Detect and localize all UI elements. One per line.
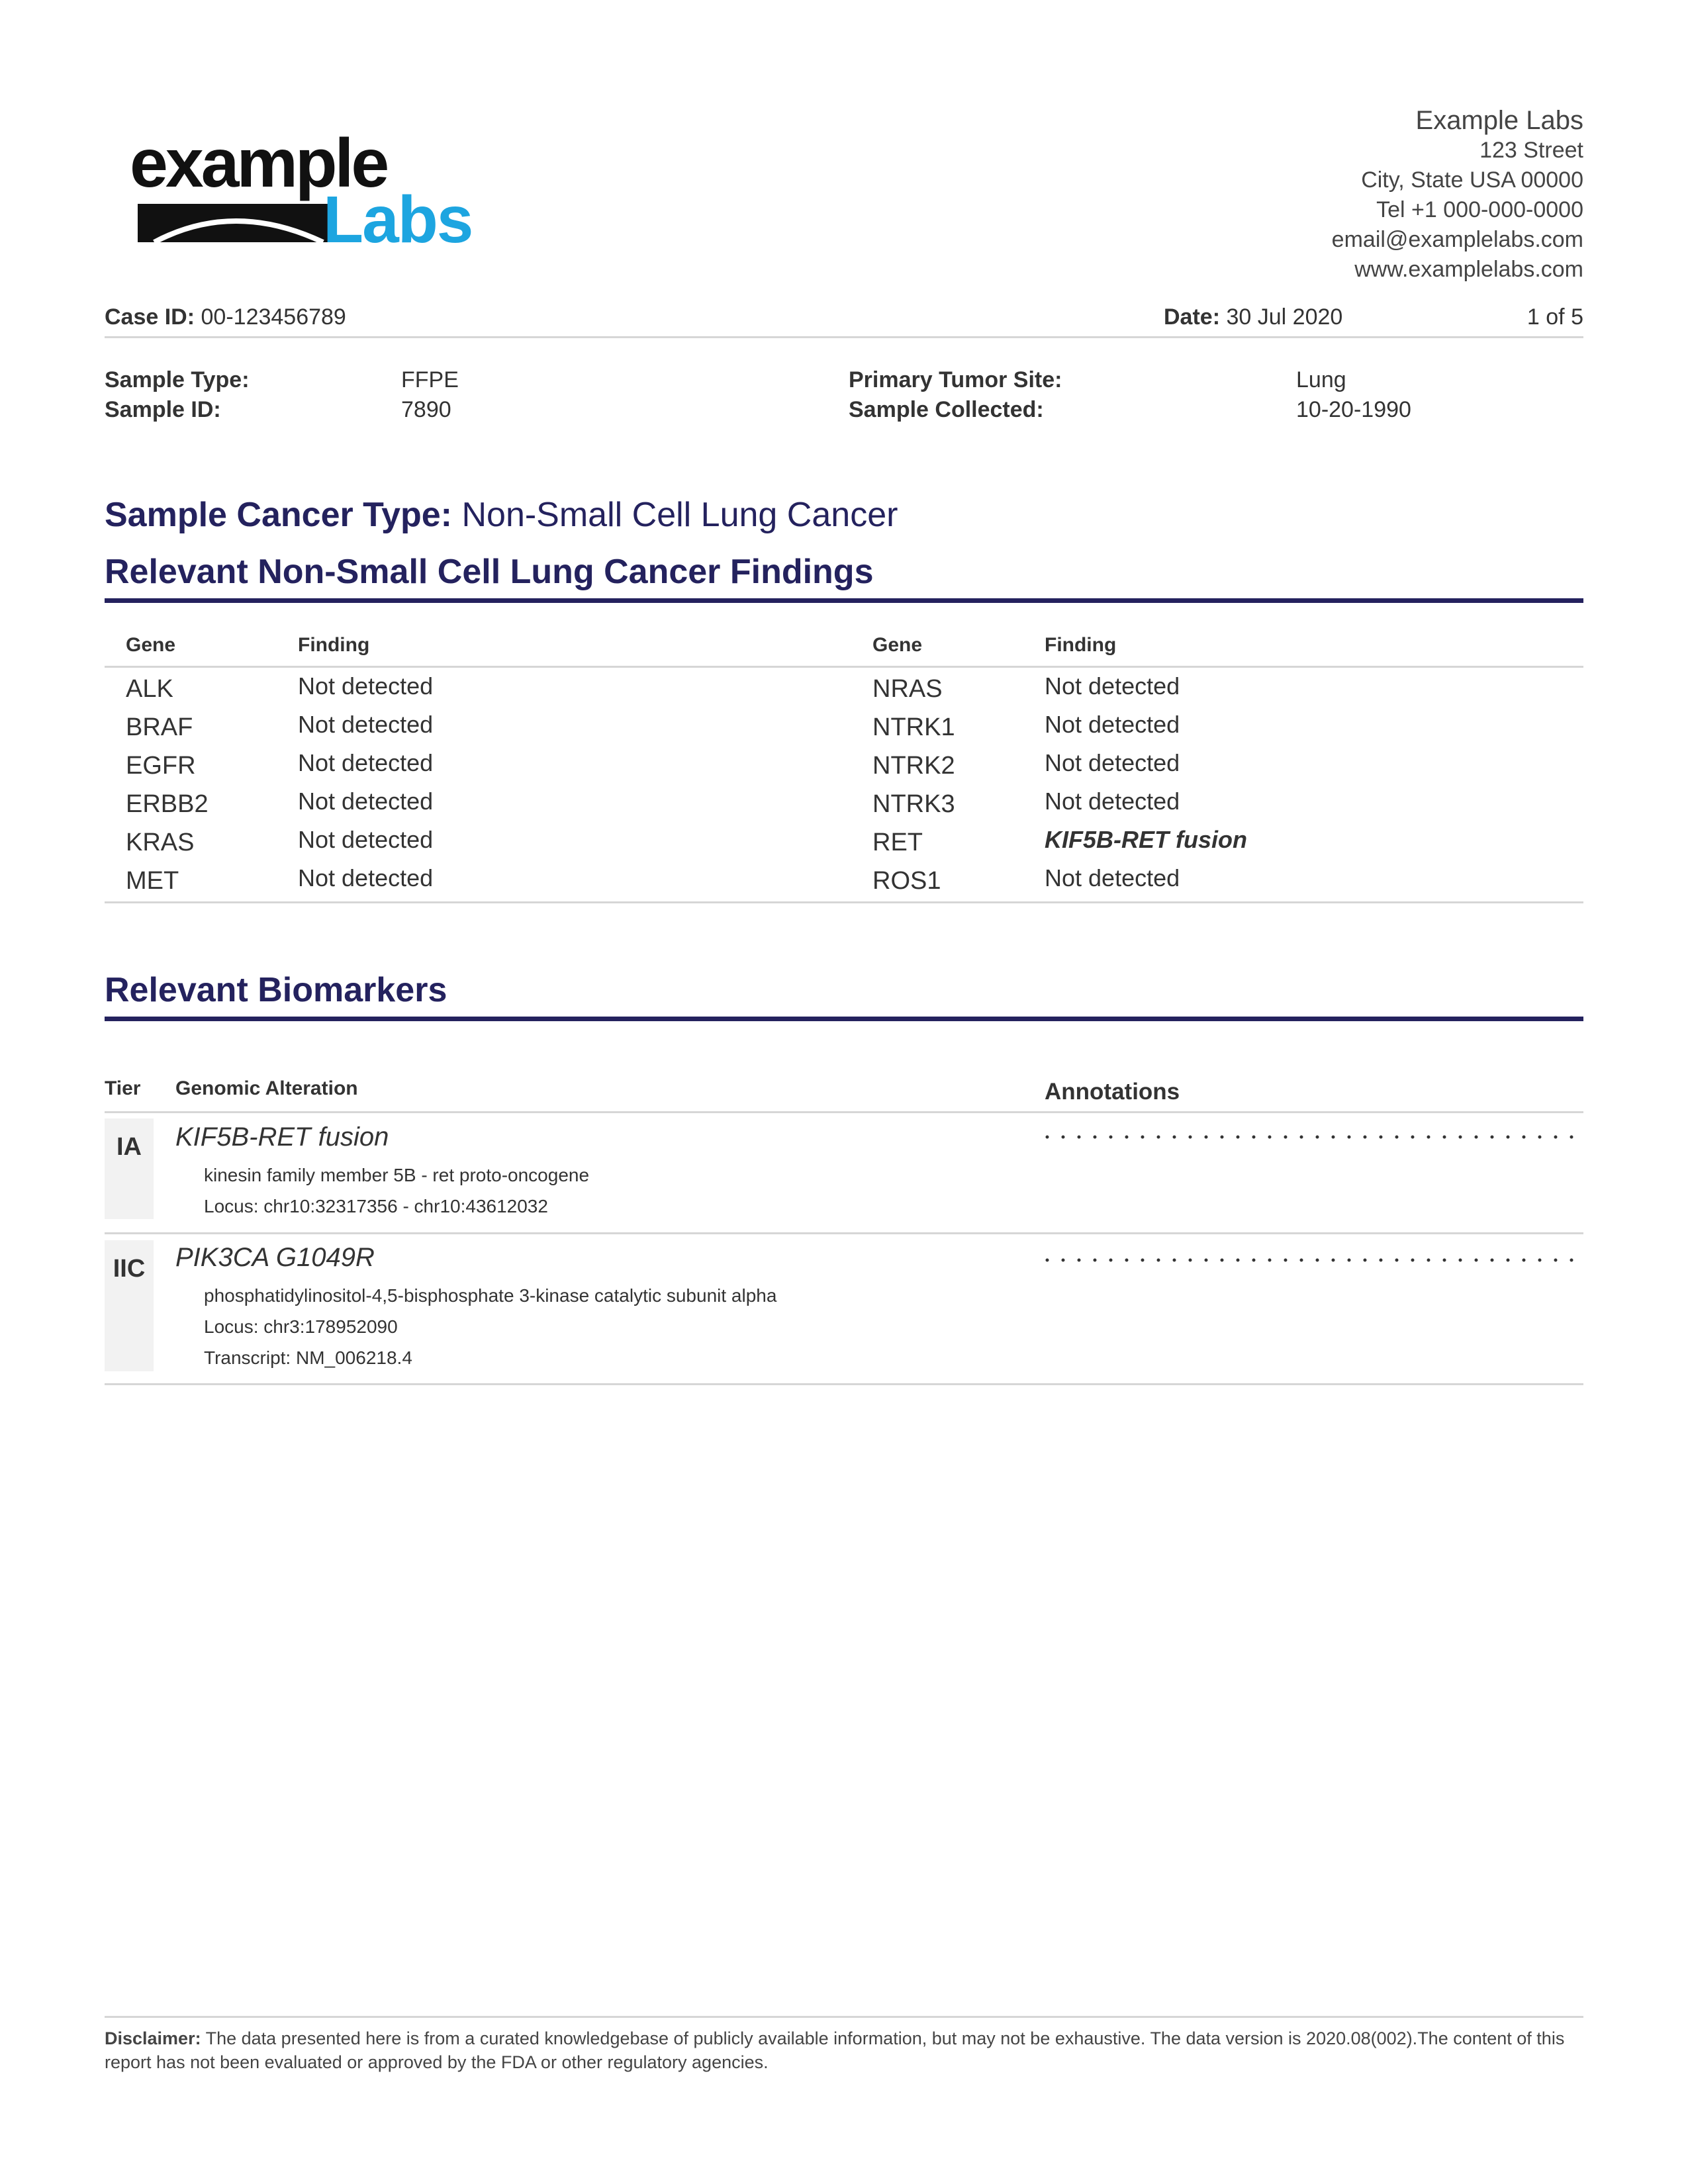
gene-finding: Not detected [298,788,434,815]
disclaimer-text: The data presented here is from a curated knowledgebase of publicly available information, but may not be exhaustive. The data version is 2020.08(002).The content of this report has not been evaluated or approved by the FDA or other regulatory agencies. [105,2028,1565,2072]
cancer-type-value: Non-Small Cell Lung Cancer [461,496,898,534]
gene-name: MET [126,867,179,895]
logo-word-labs: Labs [323,183,473,251]
lab-city: City, State USA 00000 [1361,167,1583,193]
annotation-dots [1045,1247,1587,1273]
findings-col-finding-right: Finding [1045,634,1117,656]
case-id-value: 00-123456789 [201,304,346,330]
gene-finding: Not detected [298,864,434,891]
footer-divider [105,2016,1583,2018]
sample-collected-label: Sample Collected: [849,397,1044,422]
cancer-type-label: Sample Cancer Type: [105,496,453,534]
finding-row [0,670,1688,708]
gene-name: BRAF [126,713,193,741]
lab-email[interactable]: email@examplelabs.com [1331,227,1583,252]
biomarkers-col-tier: Tier [105,1077,141,1099]
lab-tel: Tel +1 000-000-0000 [1376,197,1583,222]
alteration-details [204,1280,776,1373]
disclaimer-label: Disclaimer: [105,2028,201,2048]
finding-row [0,785,1688,823]
alteration-name[interactable]: PIK3CA G1049R [175,1243,375,1272]
biomarkers-header-rule [105,1111,1583,1113]
sample-id-label: Sample ID: [105,397,221,422]
gene-finding: Not detected [298,826,434,853]
lab-website[interactable]: www.examplelabs.com [1354,257,1583,282]
finding-row [0,823,1688,862]
logo-word-example: example [130,126,387,202]
gene-name: NRAS [872,675,943,703]
annotation-dots [1045,1124,1587,1150]
biomarkers-section-title: Relevant Biomarkers [105,971,447,1009]
gene-finding: KIF5B-RET fusion [1045,826,1247,853]
alteration-transcript: Transcript: NM_006218.4 [204,1347,412,1368]
findings-col-finding-left: Finding [298,634,370,656]
findings-col-gene-left: Gene [126,634,176,656]
report-date-label: Date: [1164,304,1221,330]
finding-row [0,747,1688,785]
biomarkers-bottom-rule [105,1383,1583,1385]
lab-name: Example Labs [1415,106,1583,135]
gene-finding: Not detected [1045,788,1180,815]
sample-type-label: Sample Type: [105,367,250,392]
alteration-locus: Locus: chr10:32317356 - chr10:43612032 [204,1196,548,1216]
gene-finding: Not detected [1045,672,1180,700]
report-date-value: 30 Jul 2020 [1226,304,1343,330]
sample-values-left [401,365,459,425]
findings-bottom-rule [105,901,1583,903]
findings-section-title: Relevant Non-Small Cell Lung Cancer Findings [105,553,874,591]
biomarkers-title-rule [105,1017,1583,1021]
finding-row [0,708,1688,747]
primary-tumor-site-value: Lung [1296,367,1346,392]
alteration-name[interactable]: KIF5B-RET fusion [175,1122,389,1152]
biomarker-row-rule [105,1232,1583,1234]
sample-type-value: FFPE [401,367,459,392]
gene-name: ROS1 [872,867,941,895]
biomarkers-col-alteration: Genomic Alteration [175,1077,358,1099]
primary-tumor-site-label: Primary Tumor Site: [849,367,1062,392]
sample-labels-right [849,365,1062,425]
gene-name: RET [872,829,923,856]
sample-cancer-type [105,495,898,535]
lab-street: 123 Street [1479,138,1583,163]
biomarkers-col-annotations: Annotations [1045,1079,1180,1105]
gene-finding: Not detected [1045,711,1180,738]
sample-id-value: 7890 [401,397,451,422]
gene-name: NTRK1 [872,713,955,741]
tier-badge: IIC [105,1240,154,1371]
example-labs-logo [124,126,495,251]
gene-name: NTRK2 [872,752,955,780]
findings-col-gene-right: Gene [872,634,923,656]
lab-address-block [1332,106,1583,285]
alteration-details [204,1160,589,1222]
case-id-label: Case ID: [105,304,195,330]
gene-finding: Not detected [1045,864,1180,891]
tier-badge: IA [105,1118,154,1219]
sample-labels-left [105,365,250,425]
alteration-gene-description: kinesin family member 5B - ret proto-oncogene [204,1165,590,1185]
gene-finding: Not detected [298,711,434,738]
alteration-gene-description: phosphatidylinositol-4,5-bisphosphate 3-kinase catalytic subunit alpha [204,1285,777,1306]
finding-row [0,862,1688,900]
gene-finding: Not detected [1045,749,1180,776]
gene-name: EGFR [126,752,196,780]
case-id [105,304,346,330]
alteration-locus: Locus: chr3:178952090 [204,1316,398,1337]
gene-name: NTRK3 [872,790,955,818]
gene-finding: Not detected [298,749,434,776]
gene-finding: Not detected [298,672,434,700]
gene-name: ERBB2 [126,790,209,818]
disclaimer [105,2026,1587,2074]
gene-name: ALK [126,675,173,703]
gene-name: KRAS [126,829,195,856]
sample-values-right [1296,365,1411,425]
report-date [1164,304,1342,330]
page-number: 1 of 5 [1526,304,1583,330]
sample-collected-value: 10-20-1990 [1296,397,1411,422]
findings-title-rule [105,598,1583,603]
header-divider [105,336,1583,338]
